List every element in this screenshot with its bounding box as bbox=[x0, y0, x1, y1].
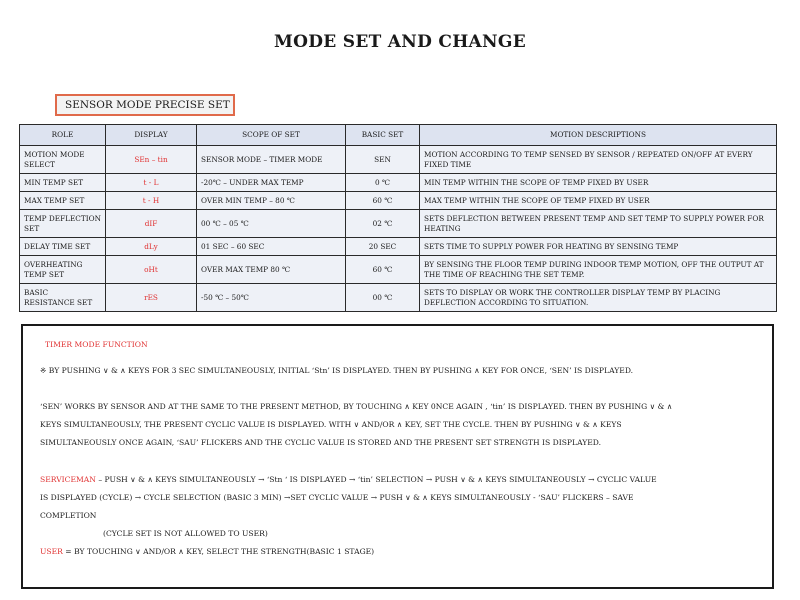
cell-basic-set: 20 SEC bbox=[346, 238, 420, 256]
cell-basic-set: 02 ℃ bbox=[346, 210, 420, 238]
cell-scope: -50 ℃ – 50℃ bbox=[197, 284, 346, 312]
timer-line-4: SIMULTANEOUSLY ONCE AGAIN, ‘SAU’ FLICKERS AND THE CYCLIC VALUE IS STORED AND THE PRESENT SET STRENGTH IS DISPLAYED. bbox=[40, 438, 602, 447]
header-display: DISPLAY bbox=[106, 125, 197, 146]
timer-line-1: ※ BY PUSHING ∨ & ∧ KEYS FOR 3 SEC SIMULTANEOUSLY, INITIAL ‘Stn’ IS DISPLAYED. THEN BY PUSHING ∧ KEY FOR ONCE, ‘SEN’ IS DISPLAYED. bbox=[40, 366, 634, 375]
header-basic-set: BASIC SET bbox=[346, 125, 420, 146]
table-header-row bbox=[20, 125, 777, 146]
cell-basic-set: 00 ℃ bbox=[346, 284, 420, 312]
serviceman-text: – PUSH ∨ & ∧ KEYS SIMULTANEOUSLY → ‘Stn ‘ IS DISPLAYED → ‘tin’ SELECTION → PUSH ∨ & ∧ KEYS SIMULTANEOUSLY → CYCLIC VALUE bbox=[95, 475, 657, 484]
user-line bbox=[40, 547, 374, 556]
cell-scope: OVER MAX TEMP 80 ℃ bbox=[197, 256, 346, 284]
header-role: ROLE bbox=[20, 125, 106, 146]
cell-role: DELAY TIME SET bbox=[20, 238, 106, 256]
cell-motion: BY SENSING THE FLOOR TEMP DURING INDOOR TEMP MOTION, OFF THE OUTPUT AT THE TIME OF REACHING THE SET TEMP. bbox=[420, 256, 777, 284]
mode-settings-table bbox=[19, 124, 777, 312]
serviceman-line bbox=[40, 475, 657, 484]
cell-role: MIN TEMP SET bbox=[20, 174, 106, 192]
cell-motion: MAX TEMP WITHIN THE SCOPE OF TEMP FIXED BY USER bbox=[420, 192, 777, 210]
timer-line-2: ‘SEN’ WORKS BY SENSOR AND AT THE SAME TO THE PRESENT METHOD, BY TOUCHING ∧ KEY 0NCE AGAIN , ‘tin’ IS DISPLAYED. THEN BY PUSHING ∨ & ∧ bbox=[40, 402, 673, 411]
cell-display: dLy bbox=[106, 238, 197, 256]
cell-role: BASIC RESISTANCE SET bbox=[20, 284, 106, 312]
cell-scope: 00 ℃ – 05 ℃ bbox=[197, 210, 346, 238]
cell-scope: OVER MIN TEMP – 80 ℃ bbox=[197, 192, 346, 210]
cell-display: t - L bbox=[106, 174, 197, 192]
timer-line-8: (CYCLE SET IS NOT ALLOWED TO USER) bbox=[103, 529, 268, 538]
section-label: SENSOR MODE PRECISE SET bbox=[65, 99, 230, 111]
table-row bbox=[20, 284, 777, 312]
section-label-box bbox=[55, 94, 235, 116]
cell-display: oHt bbox=[106, 256, 197, 284]
user-text: = BY TOUCHING ∨ AND/OR ∧ KEY, SELECT THE STRENGTH(BASIC 1 STAGE) bbox=[62, 547, 375, 556]
timer-line-6: IS DISPLAYED (CYCLE) → CYCLE SELECTION (BASIC 3 MIN) →SET CYCLIC VALUE → PUSH ∨ & ∧ KEYS SIMULTANEOUSLY - ‘SAU’ FLICKERS – SAVE bbox=[40, 493, 634, 502]
cell-scope: SENSOR MODE – TIMER MODE bbox=[197, 146, 346, 174]
cell-basic-set: SEN bbox=[346, 146, 420, 174]
cell-role: TEMP DEFLECTION SET bbox=[20, 210, 106, 238]
table-row bbox=[20, 192, 777, 210]
table-row bbox=[20, 238, 777, 256]
timer-mode-panel bbox=[21, 324, 774, 589]
cell-role: MOTION MODE SELECT bbox=[20, 146, 106, 174]
cell-motion: SETS TO DISPLAY OR WORK THE CONTROLLER DISPLAY TEMP BY PLACING DEFLECTION ACCORDING TO SITUATION. bbox=[420, 284, 777, 312]
cell-basic-set: 0 ℃ bbox=[346, 174, 420, 192]
timer-line-7: COMPLETION bbox=[40, 511, 97, 520]
header-motion: MOTION DESCRIPTIONS bbox=[420, 125, 777, 146]
cell-motion: SETS DEFLECTION BETWEEN PRESENT TEMP AND SET TEMP TO SUPPLY POWER FOR HEATING bbox=[420, 210, 777, 238]
table-row bbox=[20, 210, 777, 238]
cell-display: dIF bbox=[106, 210, 197, 238]
cell-basic-set: 60 ℃ bbox=[346, 192, 420, 210]
timer-mode-heading: TIMER MODE FUNCTION bbox=[45, 340, 148, 349]
cell-role: MAX TEMP SET bbox=[20, 192, 106, 210]
cell-motion: MOTION ACCORDING TO TEMP SENSED BY SENSOR / REPEATED ON/OFF AT EVERY FIXED TIME bbox=[420, 146, 777, 174]
cell-scope: 01 SEC – 60 SEC bbox=[197, 238, 346, 256]
page-title: MODE SET AND CHANGE bbox=[274, 32, 526, 52]
cell-scope: -20℃ – UNDER MAX TEMP bbox=[197, 174, 346, 192]
table-row bbox=[20, 256, 777, 284]
user-label: USER bbox=[40, 547, 63, 556]
cell-display: rES bbox=[106, 284, 197, 312]
cell-motion: MIN TEMP WITHIN THE SCOPE OF TEMP FIXED BY USER bbox=[420, 174, 777, 192]
cell-basic-set: 60 ℃ bbox=[346, 256, 420, 284]
cell-role: OVERHEATING TEMP SET bbox=[20, 256, 106, 284]
serviceman-label: SERVICEMAN bbox=[40, 475, 96, 484]
table-row bbox=[20, 146, 777, 174]
table-row bbox=[20, 174, 777, 192]
cell-display: t - H bbox=[106, 192, 197, 210]
header-scope: SCOPE OF SET bbox=[197, 125, 346, 146]
timer-line-3: KEYS SIMULTANEOUSLY, THE PRESENT CYCLIC VALUE IS DISPLAYED. WITH ∨ AND/OR ∧ KEY, SET THE CYCLE. THEN BY PUSHING ∨ & ∧ KEYS bbox=[40, 420, 622, 429]
cell-display: SEn – tin bbox=[106, 146, 197, 174]
cell-motion: SETS TIME TO SUPPLY POWER FOR HEATING BY SENSING TEMP bbox=[420, 238, 777, 256]
